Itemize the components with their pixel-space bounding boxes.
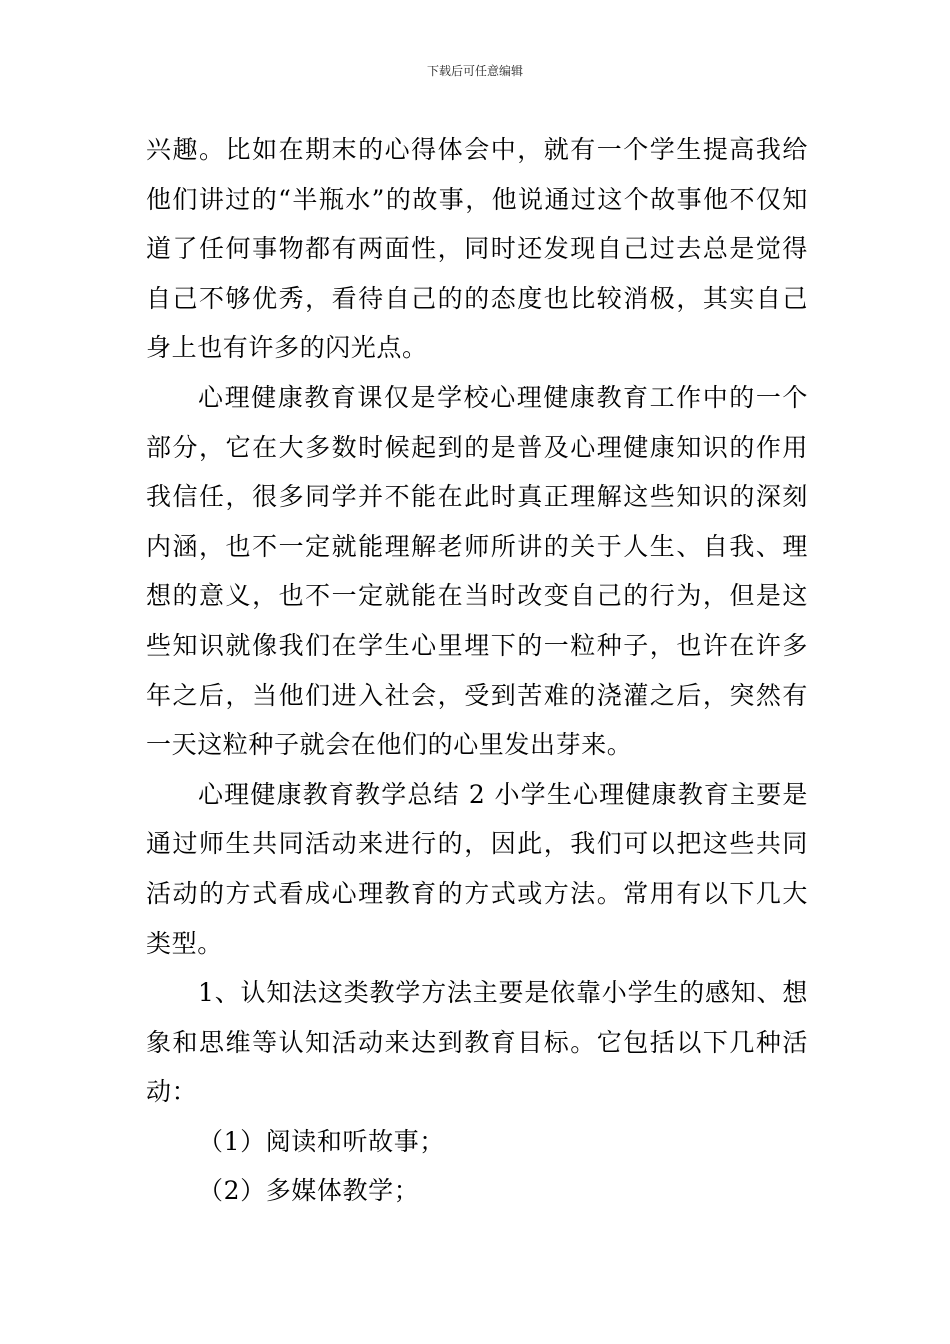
document-body (146, 125, 808, 1216)
list-item-2: （2）多媒体教学； (198, 1176, 420, 1206)
paragraph-2: 心理健康教育课仅是学校心理健康教育工作中的一个部分，它在大多数时候起到的是普及心理健康知识的作用我信任，很多同学并不能在此时真正理解这些知识的深刻内涵，也不一定就能理解老师所讲的关于人生、自我、理想的意义，也不一定就能在当时改变自己的行为，但是这些知识就像我们在学生心里埋下的一粒种子，也许在许多年之后，当他们进入社会，受到苦难的浇灌之后，突然有一天这粒种子就会在他们的心里发出芽来。 (146, 382, 808, 760)
list-item-1: （1）阅读和听故事； (198, 1126, 445, 1156)
paragraph-1: 兴趣。比如在期末的心得体会中，就有一个学生提高我给他们讲过的“半瓶水”的故事，他说通过这个故事他不仅知道了任何事物都有两面性，同时还发现自己过去总是觉得自己不够优秀，看待自己的的态度也比较消极，其实自己身上也有许多的闪光点。 (146, 135, 808, 363)
paragraph-4: 1、认知法这类教学方法主要是依靠小学生的感知、想象和思维等认知活动来达到教育目标。它包括以下几种活动： (146, 978, 808, 1107)
page-header-note: 下载后可任意编辑 (426, 64, 523, 78)
paragraph-3: 心理健康教育教学总结 2 小学生心理健康教育主要是通过师生共同活动来进行的，因此，我们可以把这些共同活动的方式看成心理教育的方式或方法。常用有以下几大类型。 (146, 779, 808, 958)
